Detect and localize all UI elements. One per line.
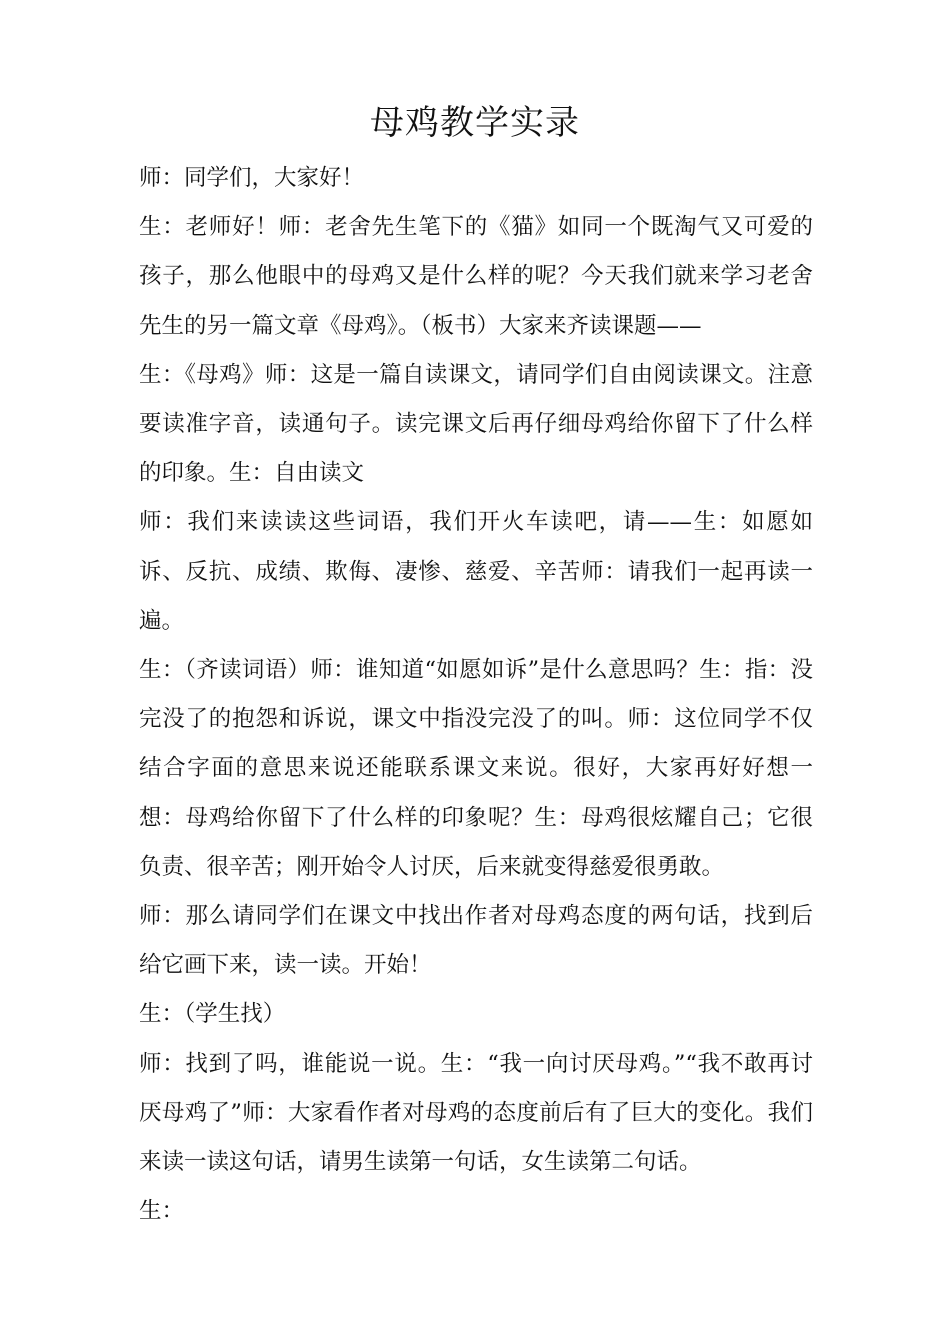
document-body (139, 154, 813, 1236)
paragraph: 师：找到了吗，谁能说一说。生：“我一向讨厌母鸡。”“我不敢再讨厌母鸡了”师：大家看作者对母鸡的态度前后有了巨大的变化。我们来读一读这句话，请男生读第一句话，女生读第二句话。 (139, 1050, 813, 1176)
paragraph: 生： (139, 1198, 185, 1225)
paragraph: 师：同学们，大家好！ (139, 165, 365, 191)
paragraph: 生：《母鸡》师：这是一篇自读课文，请同学们自由阅读课文。注意要读准字音，读通句子。读完课文后再仔细母鸡给你留下了什么样的印象。生：自由读文 (139, 361, 813, 487)
paragraph: 生：（齐读词语）师：谁知道“如愿如诉”是什么意思吗？生：指：没完没了的抱怨和诉说，课文中指没完没了的叫。师：这位同学不仅结合字面的意思来说还能联系课文来说。很好，大家再好好想一想：母鸡给你留下了什么样的印象呢？生：母鸡很炫耀自己；它很负责、很辛苦；刚开始令人讨厌，后来就变得慈爱很勇敢。 (139, 657, 813, 880)
paragraph: 师：那么请同学们在课文中找出作者对母鸡态度的两句话，找到后给它画下来，读一读。开始！ (139, 903, 813, 979)
paragraph: 生：（学生找） (139, 1001, 286, 1028)
document-title: 母鸡教学实录 (370, 103, 580, 143)
paragraph: 生：老师好！师：老舍先生笔下的《猫》如同一个既淘气又可爱的孩子，那么他眼中的母鸡又是什么样的呢？今天我们就来学习老舍先生的另一篇文章《母鸡》。（板书）大家来齐读课题—— (139, 214, 813, 339)
paragraph: 师：我们来读读这些词语，我们开火车读吧，请——生：如愿如诉、反抗、成绩、欺侮、凄惨、慈爱、辛苦师：请我们一起再读一遍。 (139, 509, 813, 634)
